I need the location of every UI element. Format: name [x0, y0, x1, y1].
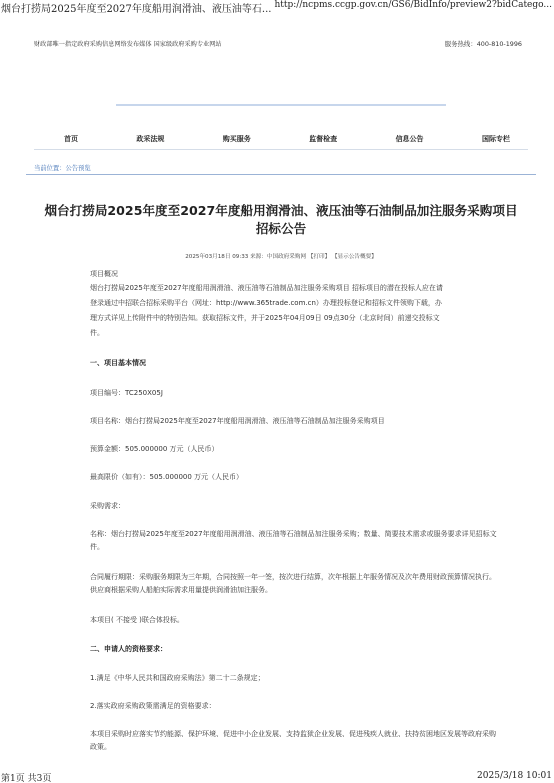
breadcrumb	[34, 163, 91, 172]
overview-heading: 项目概况	[90, 270, 118, 278]
page-title-line1: 烟台打捞局2025年度至2027年度船用润滑油、液压油等石油制品加注服务采购项目	[44, 203, 518, 218]
print-header	[0, 0, 554, 14]
project-number: 项目编号：TC250X05J	[90, 389, 163, 397]
section-heading-basic-info: 一、项目基本情况	[90, 359, 146, 367]
print-link[interactable]: 【打印】	[307, 254, 331, 260]
page-number: 第1页 共3页	[1, 774, 52, 783]
overview-line: 理方式详见上传附件中的特别告知。获取招标文件，并于2025年04月09日 09点30分（北京时间）前递交投标文	[90, 314, 440, 322]
print-footer	[0, 771, 554, 783]
qualification-item: 2.落实政府采购政策需满足的资格要求：	[90, 702, 216, 710]
nav-item-regulations[interactable]: 政采法规	[136, 135, 165, 143]
nav-divider	[116, 104, 446, 106]
qualification-item: 1.满足《中华人民共和国政府采购法》第二十二条规定；	[90, 674, 265, 682]
nav-item-purchase-services[interactable]: 购买服务	[222, 135, 251, 143]
project-name: 项目名称：烟台打捞局2025年度至2027年度船用润滑油、液压油等石油制品加注服务采购项目	[90, 417, 385, 425]
requirements-text: 名称：烟台打捞局2025年度至2027年度船用润滑油、液压油等石油制品加注服务采购；数量、简要技术需求或服务要求详见招标文件。	[90, 530, 497, 551]
site-slogan: 财政部唯一指定政府采购信息网络发布媒体 国家级政府采购专业网站	[34, 41, 222, 48]
nav-item-supervision[interactable]: 监督检查	[309, 135, 338, 143]
print-page-title: 烟台打捞局2025年度至2027年度船用润滑油、液压油等石...	[1, 4, 272, 15]
max-price: 最高限价（如有）：505.000000 万元（人民币）	[90, 473, 244, 481]
nav-item-home[interactable]: 首页	[64, 135, 78, 143]
overview-line: 烟台打捞局2025年度至2027年度船用润滑油、液压油等石油制品加注服务采购项目 招标项目的潜在投标人应在请	[90, 284, 443, 292]
overview-line: 件。	[90, 329, 104, 337]
breadcrumb-current[interactable]: 公告预览	[65, 165, 91, 172]
print-page-url: http://ncpms.ccgp.gov.cn/GS6/BidInfo/preview2?bidCatego...	[274, 0, 552, 10]
overview-line: 登录通过中招联合招标采购平台（网址：http://www.365trade.com.cn）办理投标登记和招标文件领购下载，办	[90, 299, 442, 307]
meta-date-source: 2025年03月18日 09:33 来源：中国政府采购网	[185, 254, 307, 260]
consortium-text: 本项目( 不接受 )联合体投标。	[90, 616, 184, 624]
print-datetime: 2025/3/18 10:01	[477, 771, 552, 781]
requirements-label: 采购需求：	[90, 502, 125, 510]
breadcrumb-divider	[26, 174, 536, 175]
printed-page	[26, 22, 536, 767]
main-nav	[34, 130, 528, 150]
nav-item-international[interactable]: 国际专栏	[481, 135, 510, 143]
site-topbar	[26, 22, 536, 67]
page-title	[26, 202, 536, 238]
contract-period-text: 合同履行期限：采购服务期限为三年期，合同按照一年一签，按次进行结算，次年根据上年服务情况及次年费用财政预算情况执行。供应商根据采购人船舶实际需求用量提供润滑油加注服务。	[90, 573, 496, 594]
breadcrumb-prefix: 当前位置：	[34, 165, 66, 172]
budget-amount: 预算金额：505.000000 万元（人民币）	[90, 445, 219, 453]
nav-item-announcements[interactable]: 信息公告	[395, 135, 424, 143]
page-title-line2: 招标公告	[255, 221, 307, 236]
section-heading-qualifications: 二、申请人的资格要求：	[90, 645, 167, 653]
qualification-policy-text: 本项目采购时应落实节约能源、保护环境、促进中小企业发展、支持监狱企业发展、促进残疾人就业、扶持贫困地区发展等政府采购政策。	[90, 730, 496, 751]
show-summary-link[interactable]: 【显示公告概要】	[332, 254, 377, 260]
service-hotline: 服务热线：400-810-1996	[444, 40, 522, 48]
announcement-meta	[26, 252, 536, 260]
